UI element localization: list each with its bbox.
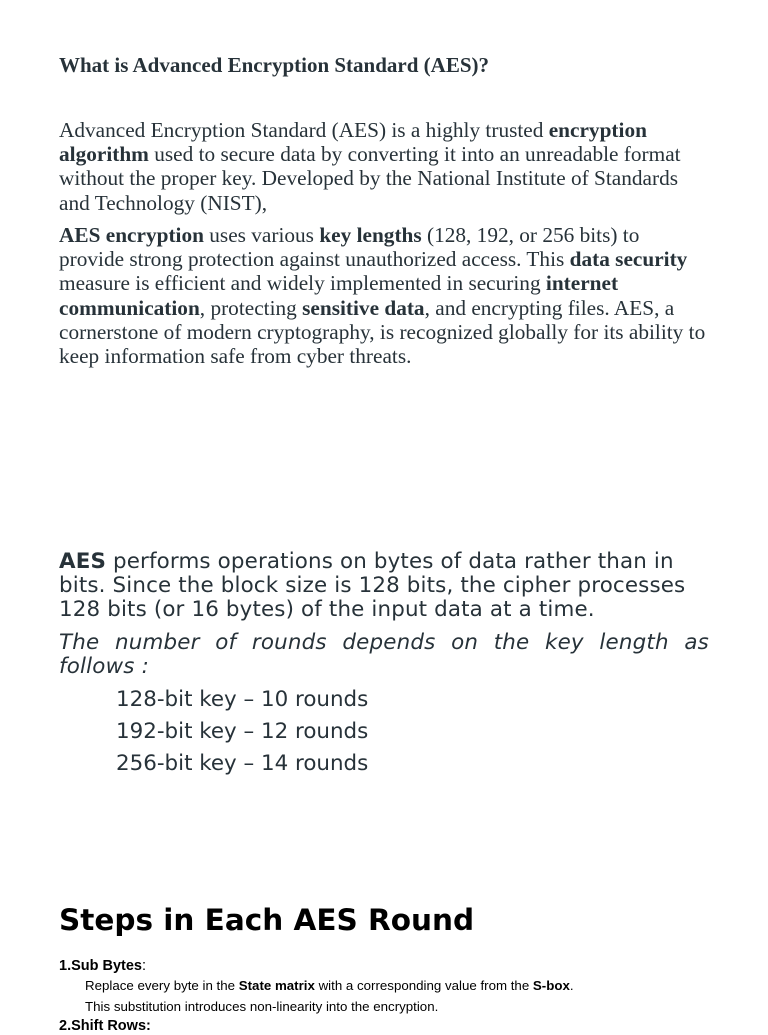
- text-span: performs operations on bytes of data rather than in bits. Since the block size is 128 bits, the cipher processes 128 bits (or 16 bytes) of the input data at a time.: [59, 549, 686, 623]
- aes-description-paragraph: [59, 223, 709, 368]
- aes-term: AES: [59, 549, 107, 574]
- text-span: uses various: [203, 223, 320, 247]
- text-span: with a corresponding value from the: [314, 978, 533, 993]
- data-security-term: data security: [569, 247, 688, 272]
- rounds-intro-text: The number of rounds depends on the key length as follows :: [59, 630, 709, 680]
- internet-communication-term: internet communication: [59, 271, 619, 320]
- aes-operations-paragraph: [59, 550, 711, 623]
- text-span: Replace every byte in the: [85, 978, 239, 993]
- step-2-title: 2.Shift Rows:: [59, 1018, 151, 1034]
- section-heading: Steps in Each AES Round: [59, 903, 475, 937]
- round-item: 128-bit key – 10 rounds: [116, 687, 369, 712]
- aes-encryption-term: AES encryption: [59, 223, 204, 247]
- text-span: Advanced Encryption Standard (AES) is a highly trusted: [59, 118, 549, 142]
- article-heading: What is Advanced Encryption Standard (AES)?: [59, 53, 489, 77]
- sensitive-data-term: sensitive data: [302, 295, 425, 320]
- round-item: 192-bit key – 12 rounds: [116, 719, 369, 744]
- key-lengths-term: key lengths: [319, 223, 422, 247]
- round-item: 256-bit key – 14 rounds: [116, 751, 369, 776]
- text-span: :: [142, 958, 147, 974]
- text-span: used to secure data by converting it into an unreadable format without the proper key. Developed by the National Institute of Standards and Technology (NIST),: [59, 142, 681, 215]
- state-matrix-term: State matrix: [238, 978, 315, 993]
- step-1-title: [59, 957, 146, 975]
- text-span: .: [569, 978, 574, 993]
- text-span: , and encrypting files. AES, a cornerstone of modern cryptography, is recognized globally for its ability to keep information safe from cyber threats.: [59, 295, 706, 369]
- text-span: measure is efficient and widely implemented in securing: [59, 271, 546, 296]
- aes-intro-paragraph: [59, 118, 709, 215]
- step-1-note: This substitution introduces non-linearity into the encryption.: [85, 999, 439, 1014]
- step-1-description: [85, 977, 574, 995]
- s-box-term: S-box: [532, 978, 570, 993]
- encryption-algorithm-term: encryption algorithm: [59, 118, 647, 167]
- text-span: (128, 192, or 256 bits) to provide strong protection against unauthorized access. This: [59, 223, 640, 272]
- step-1-name: 1.Sub Bytes: [59, 958, 142, 974]
- text-span: , protecting: [199, 295, 303, 320]
